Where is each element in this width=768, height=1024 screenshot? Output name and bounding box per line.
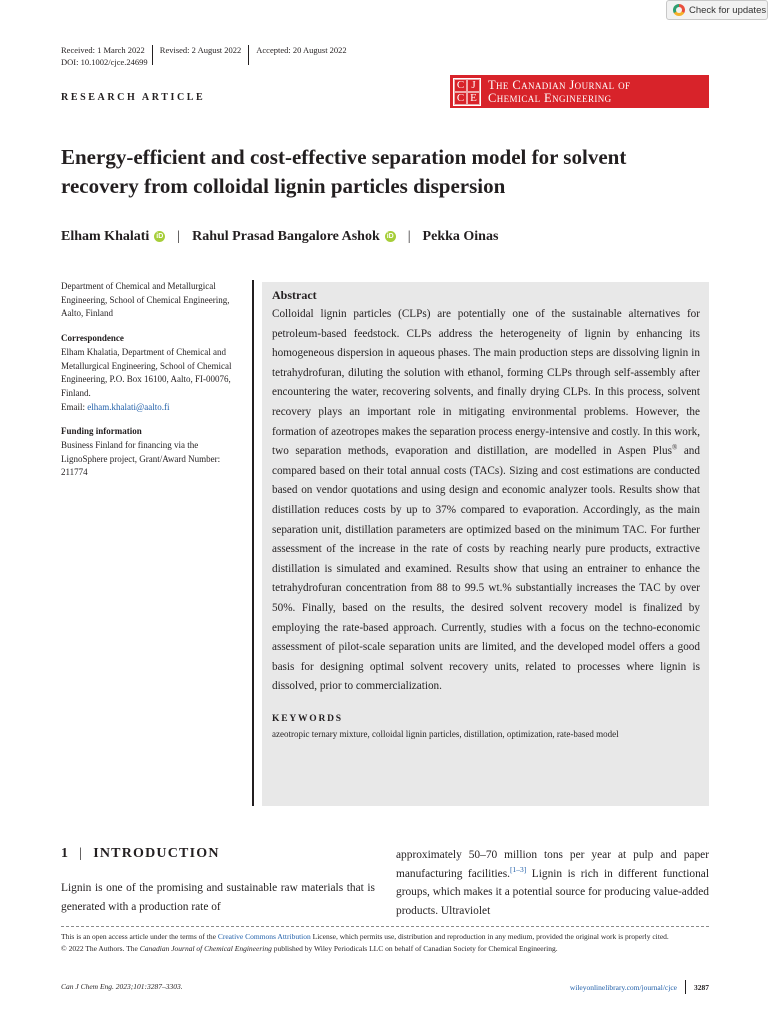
journal-name bbox=[488, 79, 630, 105]
affiliation-text: Department of Chemical and Metallurgical Engineering, School of Chemical Engineering, Aalto, Finland bbox=[61, 281, 230, 319]
correspondence-heading: Correspondence bbox=[61, 333, 124, 344]
abstract-heading: Abstract bbox=[272, 288, 317, 302]
orcid-icon[interactable]: iD bbox=[156, 232, 164, 240]
page-number: 3287 bbox=[694, 982, 709, 992]
copyright-line bbox=[61, 943, 709, 955]
author-separator: | bbox=[177, 229, 181, 244]
article-type: RESEARCH ARTICLE bbox=[61, 92, 206, 103]
section-number: 1 bbox=[61, 846, 70, 861]
intro-text-part: Lignin is rich in different functional groups, which makes it a potential source for producing value-added products. Ultraviolet bbox=[396, 867, 709, 917]
section-bar: | bbox=[79, 846, 84, 861]
email-label: Email: bbox=[61, 401, 88, 412]
journal-name-line1: The Canadian Journal of bbox=[488, 77, 631, 92]
keywords-heading: KEYWORDS bbox=[272, 713, 343, 724]
journal-name-line2: Chemical Engineering bbox=[488, 90, 612, 105]
journal-logo bbox=[450, 75, 709, 108]
check-for-updates-button[interactable] bbox=[666, 0, 768, 20]
copyright-text: © 2022 The Authors. The bbox=[61, 944, 140, 953]
section-title: INTRODUCTION bbox=[93, 846, 220, 861]
article-info-sidebar bbox=[61, 280, 246, 491]
abstract-text bbox=[272, 305, 700, 697]
orcid-icon[interactable]: iD bbox=[386, 232, 394, 240]
check-for-updates-label: Check for updates bbox=[689, 4, 767, 16]
affiliation bbox=[61, 280, 246, 321]
date-divider bbox=[248, 45, 249, 65]
author-name[interactable]: Elham Khalati bbox=[61, 229, 150, 244]
author-name[interactable]: Rahul Prasad Bangalore Ashok bbox=[192, 229, 380, 244]
author-list bbox=[61, 229, 498, 245]
license-line bbox=[61, 931, 709, 943]
received-date: Received: 1 March 2022 bbox=[61, 45, 145, 55]
funding-heading: Funding information bbox=[61, 426, 142, 437]
date-divider bbox=[152, 45, 153, 65]
journal-website-link[interactable]: wileyonlinelibrary.com/journal/cjce bbox=[569, 982, 677, 992]
license-link[interactable]: Creative Commons Attribution bbox=[217, 932, 311, 941]
introduction-left-column: Lignin is one of the promising and sustainable raw materials that is generated with a production rate of bbox=[61, 882, 375, 913]
license-note bbox=[61, 931, 709, 955]
doi: DOI: 10.1002/cjce.24699 bbox=[61, 57, 148, 67]
license-text: License, which permits use, distribution and reproduction in any medium, provided the original work is properly cited. bbox=[310, 932, 669, 941]
copyright-journal: Canadian Journal of Chemical Engineering bbox=[139, 944, 272, 953]
funding bbox=[61, 425, 246, 480]
footer-citation: Can J Chem Eng. 2023;101:3287–3303. bbox=[61, 982, 183, 991]
crossmark-icon bbox=[673, 4, 685, 16]
logo-letter: C bbox=[454, 79, 467, 92]
column-divider bbox=[252, 280, 254, 806]
correspondence bbox=[61, 332, 246, 414]
funding-text: Business Finland for financing via the LignoSphere project, Grant/Award Number: 211774 bbox=[61, 440, 221, 478]
license-text: This is an open access article under the terms of the bbox=[61, 932, 218, 941]
author-separator: | bbox=[407, 229, 411, 244]
introduction-right-column bbox=[396, 846, 709, 920]
revised-date: Revised: 2 August 2022 bbox=[159, 45, 242, 55]
logo-letter: J bbox=[467, 79, 480, 92]
footer-divider bbox=[685, 980, 686, 994]
citation-link[interactable]: [1–3] bbox=[510, 864, 527, 874]
abstract-text-part: Colloidal lignin particles (CLPs) are potentially one of the sustainable alternatives for petroleum-based feedstock. CLPs address the heterogeneity of lignin by enhancing its homogeneous dispersion in aqueous phases. The main production steps are dissolving lignin in tetrahydrofuran, diluting the solution with ethanol, forming CLPs through self-assembly after encountering the water, recovering solvents, and finally drying CLPs. In this process, solvent recovery plays an important role in mitigating environmental problems. However, the formation of azeotropes makes the separation process energy-intensive and costly. In this work, two separation methods, evaporation and distillation, are modelled in Aspen Plus bbox=[272, 308, 700, 458]
abstract-text-part: and compared based on their total annual costs (TACs). Sizing and cost estimations are conducted based on vendor quotations and using design and economic analyzer tools. Results show that distillation reduces costs by up to 37% compared to evaporation. Accordingly, as the main separation unit, distillation parameters are optimized based on the minimum TAC. For further assessment of the increase in the rate of costs by reaching nearly pure products, extractive distillation is simulated and examined. Results show that using an entrainer to enhance the tetrahydrofuran concentration from 88 to 99.5 wt.% substantially increases the TAC by over 50%. Finally, based on the results, the desired solvent recovery model is finalized by employing the rate-based approach. Currently, studies with a focus on the techno-economic assessment of pilot-scale separation units are limited, and the developed model offers a good basis for designing optimal solvent recovery units, related to processes where lignin is dissolved, prior to commercialization. bbox=[272, 445, 700, 693]
copyright-text: published by Wiley Periodicals LLC on behalf of Canadian Society for Chemical Engineering. bbox=[271, 944, 558, 953]
email-link[interactable]: elham.khalati@aalto.fi bbox=[87, 401, 170, 412]
abstract-panel bbox=[262, 282, 709, 806]
logo-letter: E bbox=[467, 92, 480, 105]
keywords-text: azeotropic ternary mixture, colloidal lignin particles, distillation, optimization, rate-based model bbox=[272, 728, 619, 739]
author-name[interactable]: Pekka Oinas bbox=[422, 229, 499, 244]
footnote-divider bbox=[61, 926, 709, 927]
correspondence-email-line bbox=[61, 401, 246, 415]
introduction-heading bbox=[61, 846, 220, 862]
paper-title: Energy-efficient and cost-effective separation model for solvent recovery from colloidal lignin particles dispersion bbox=[61, 145, 627, 198]
correspondence-text: Elham Khalatia, Department of Chemical and Metallurgical Engineering, School of Chemical Engineering, P.O. Box 16100, Aalto, FI-00076, Finland. bbox=[61, 346, 232, 398]
intro-text-part: approximately 50–70 million tons per year at pulp and paper manufacturing facilities. bbox=[396, 849, 709, 880]
cjce-monogram-icon bbox=[453, 78, 481, 106]
accepted-date: Accepted: 20 August 2022 bbox=[256, 45, 347, 55]
registered-mark: ® bbox=[671, 443, 678, 452]
footer-right bbox=[570, 980, 709, 994]
logo-letter: C bbox=[454, 92, 467, 105]
